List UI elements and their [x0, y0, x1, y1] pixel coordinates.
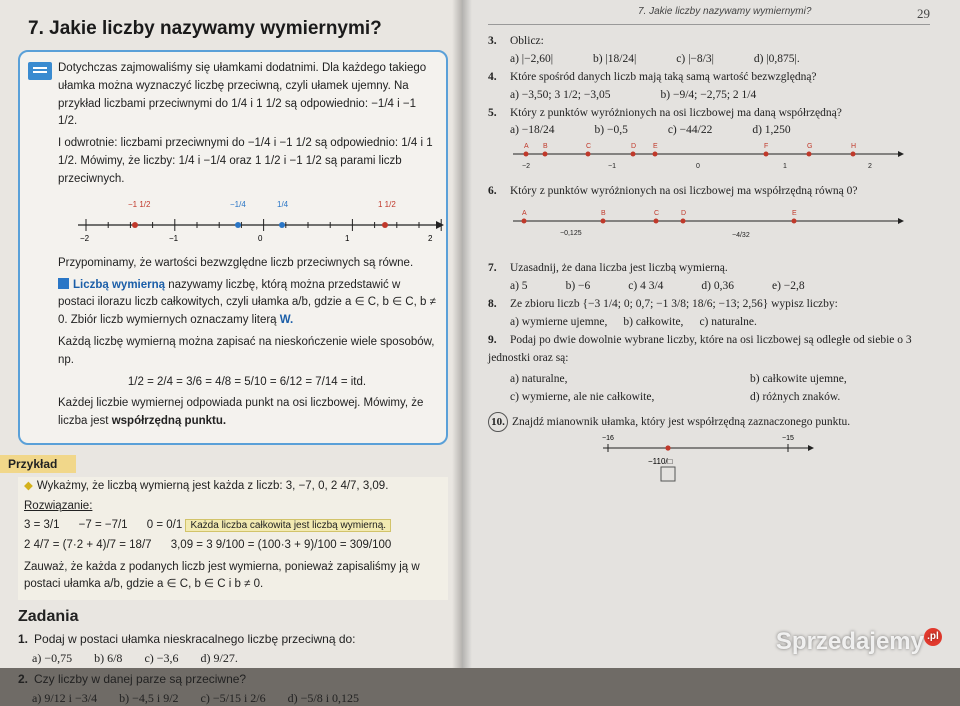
- label-F: F: [764, 143, 769, 151]
- task-text: Które spośród danych liczb mają taką samą wartość bezwzględną?: [510, 70, 817, 83]
- task-6: [488, 183, 930, 201]
- tick-label-one: 1: [783, 163, 787, 171]
- task-9-options: [488, 370, 930, 407]
- task-option: a) 9/12 i −3/4: [32, 691, 98, 706]
- tick-label-minus-15: −15: [782, 435, 794, 443]
- definition-paragraph: [58, 277, 436, 330]
- task-number: 5.: [488, 106, 497, 119]
- task-text: Oblicz:: [510, 35, 544, 47]
- label-A: A: [522, 210, 527, 218]
- theory-paragraph-6-bold: współrzędną punktu.: [111, 415, 227, 428]
- task-3: [488, 33, 930, 51]
- task-option: b) całkowite ujemne,: [750, 372, 847, 385]
- task-option: d) −5/8 i 0,125: [287, 691, 360, 706]
- task-option: e) −2,8: [772, 280, 805, 293]
- label-minus-quarter: −1/4: [230, 199, 246, 209]
- label-minus-one-and-half: −1 1/2: [128, 199, 151, 209]
- integer-note-tag: Każda liczba całkowita jest liczbą wymierną.: [185, 519, 391, 532]
- task-option: c) 4 3/4: [628, 280, 664, 293]
- task-number: 3.: [488, 35, 497, 47]
- diamond-icon: ◆: [24, 480, 33, 492]
- equivalent-fractions: 1/2 = 2/4 = 3/6 = 4/8 = 5/10 = 6/12 = 7/14 = itd.: [127, 375, 367, 388]
- tick-label-minus-0-125: −0,125: [560, 230, 582, 238]
- label-E: E: [792, 210, 797, 218]
- theory-paragraph-1: Dotychczas zajmowaliśmy się ułamkami dodatnimi. Dla każdego takiego ułamka można wyznaczyć liczbę przeciwną, czyli ułamek ujemny. Na przykład liczbami przeciwnymi do 1/4 i 1 1/2 są odpowiednio: −1/4 i −1 1/2.: [58, 62, 427, 128]
- task-option: d) różnych znaków.: [750, 390, 841, 403]
- task-option: d) 0,36: [701, 280, 734, 293]
- task-2: [18, 670, 448, 689]
- task-option: c) −5/15 i 2/6: [200, 691, 266, 706]
- point-D: [681, 219, 686, 224]
- theory-paragraph-5: Każdą liczbę wymierną można zapisać na nieskończenie wiele sposobów, np.: [58, 335, 435, 366]
- tick-label-minus-two: −2: [80, 233, 90, 243]
- definition-marker-icon: [58, 278, 69, 289]
- task-number: 8.: [488, 298, 497, 311]
- label-A: A: [524, 143, 529, 151]
- point-A: [522, 219, 527, 224]
- label-G: G: [807, 143, 813, 151]
- task-text: Czy liczby w danej parze są przeciwne?: [34, 671, 247, 686]
- tick-label-minus-4-32: −4/32: [732, 232, 750, 240]
- task-option: c) naturalne.: [699, 315, 757, 328]
- marked-point: [665, 446, 670, 451]
- number-line-task-6: [508, 203, 908, 251]
- task-option: c) −3,6: [144, 650, 179, 665]
- tick-label-minus-one: −1: [169, 233, 179, 243]
- task-option: a) −3,50; 3 1/2; −3,05: [510, 88, 611, 101]
- definition-letter: W.: [279, 314, 294, 327]
- task-option: a) |−2,60|: [510, 52, 554, 65]
- point-E: [653, 152, 658, 157]
- task-text: Uzasadnij, że dana liczba jest liczbą wymierną.: [510, 262, 728, 275]
- tick-label-two: 2: [428, 233, 433, 243]
- right-page: [462, 0, 960, 668]
- task-8: [488, 296, 930, 314]
- tick-label-zero: 0: [696, 163, 700, 171]
- theory-paragraph-6: [58, 395, 436, 431]
- task-option: d) |0,875|.: [753, 52, 800, 65]
- task-10: [488, 412, 930, 432]
- running-header: [488, 6, 930, 25]
- task-1-options: [18, 651, 448, 666]
- tick-label-minus-two: −2: [522, 163, 530, 171]
- tick-label-two: 2: [868, 163, 872, 171]
- task-option: b) całkowite,: [623, 315, 684, 328]
- solution-row-1: [24, 516, 448, 536]
- challenge-task-number: 10.: [488, 412, 508, 432]
- solution-label: Rozwiązanie:: [24, 499, 93, 512]
- task-option: a) −18/24: [510, 124, 555, 137]
- tick-label-zero: 0: [258, 233, 263, 243]
- task-number: 6.: [488, 185, 497, 198]
- task-option: b) −4,5 i 9/2: [119, 691, 179, 706]
- definition-term: Liczbą wymierną: [73, 278, 166, 291]
- label-E: E: [653, 143, 658, 151]
- task-option: a) −0,75: [32, 650, 73, 665]
- point-F: [764, 152, 769, 157]
- point-B: [543, 152, 548, 157]
- task-2-options: [18, 691, 448, 706]
- task-option: c) −44/22: [667, 124, 713, 137]
- solution-row-1-text: 3 = 3/1 −7 = −7/1 0 = 0/1: [24, 519, 183, 532]
- task-4-options: [488, 89, 930, 101]
- point-one-and-half: [382, 222, 388, 228]
- point-C: [654, 219, 659, 224]
- point-D: [631, 152, 636, 157]
- label-D: D: [681, 210, 687, 218]
- watermark: [776, 628, 942, 656]
- task-5-options: [488, 124, 930, 136]
- example-statement: [24, 477, 448, 497]
- label-B: B: [543, 143, 548, 151]
- number-line-task-5: [508, 140, 908, 174]
- task-number: 4.: [488, 70, 497, 83]
- label-D: D: [631, 143, 637, 151]
- number-line-task-10: [598, 434, 898, 486]
- task-option: a) wymierne ujemne,: [510, 315, 608, 328]
- task-text: Który z punktów wyróżnionych na osi liczbowej ma daną współrzędną?: [510, 106, 842, 119]
- task-number: 7.: [488, 262, 497, 275]
- point-A: [524, 152, 529, 157]
- watermark-text: Sprzedajemy: [775, 628, 924, 655]
- book-icon: [28, 62, 52, 80]
- task-option: d) 1,250: [752, 124, 791, 137]
- task-option: a) naturalne,: [510, 372, 568, 385]
- tick-label-minus-16: −16: [602, 435, 614, 443]
- theory-paragraph-6-text: Każdej liczbie wymiernej odpowiada punkt na osi liczbowej. Mówimy, że liczba jest: [58, 397, 424, 428]
- theory-box: [18, 50, 448, 445]
- task-text: Który z punktów wyróżnionych na osi liczbowej ma współrzędną równą 0?: [510, 185, 858, 198]
- point-G: [807, 152, 812, 157]
- tick-label-one: 1: [345, 233, 350, 243]
- unknown-fraction: −110/□: [648, 457, 673, 467]
- tick-label-minus-one: −1: [608, 163, 616, 171]
- label-one-and-half: 1 1/2: [378, 199, 396, 209]
- task-option: c) wymierne, ale nie całkowite,: [510, 390, 655, 403]
- task-option: d) 9/27.: [200, 650, 238, 665]
- example-statement-text: Wykażmy, że liczbą wymierną jest każda z liczb: 3, −7, 0, 2 4/7, 3,09.: [36, 480, 389, 492]
- solution-row-2: 2 4/7 = (7·2 + 4)/7 = 18/7 3,09 = 3 9/100 = (100·3 + 9)/100 = 309/100: [24, 538, 392, 551]
- task-3-options: [488, 53, 930, 65]
- task-number: 1.: [18, 631, 29, 646]
- point-minus-one-and-half: [132, 222, 138, 228]
- book-spine: [452, 0, 472, 668]
- point-C: [586, 152, 591, 157]
- example-note: Zauważ, że każda z podanych liczb jest wymierna, ponieważ zapisaliśmy ją w postaci ułamka a/b, gdzie a ∈ C, b ∈ C i b ≠ 0.: [24, 561, 420, 591]
- point-E: [792, 219, 797, 224]
- point-minus-quarter: [235, 222, 241, 228]
- label-C: C: [586, 143, 592, 151]
- point-H: [851, 152, 856, 157]
- task-7-options: [488, 280, 930, 292]
- point-B: [601, 219, 606, 224]
- task-8-options: [488, 316, 930, 328]
- task-text: Znajdź mianownik ułamka, który jest współrzędną zaznaczonego punktu.: [512, 416, 851, 429]
- task-4: [488, 69, 930, 87]
- task-text: Podaj po dwie dowolnie wybrane liczby, które na osi liczbowej są odległe od siebie o 3 jednostki oraz są:: [488, 333, 912, 364]
- page-number: 29: [917, 6, 930, 21]
- task-text: Podaj w postaci ułamka nieskracalnego liczbę przeciwną do:: [34, 631, 356, 646]
- task-number: 9.: [488, 333, 497, 346]
- example-header: Przykład: [0, 455, 76, 473]
- label-quarter: 1/4: [277, 199, 289, 209]
- tasks-heading: Zadania: [18, 607, 79, 625]
- task-5: [488, 105, 930, 123]
- task-option: b) 6/8: [94, 650, 123, 665]
- number-line-opposites: [58, 193, 448, 249]
- example-box: [18, 477, 448, 600]
- task-7: [488, 260, 930, 278]
- task-option: b) −6: [565, 280, 591, 293]
- task-option: b) −0,5: [594, 124, 628, 137]
- task-option: b) −9/4; −2,75; 2 1/4: [660, 88, 757, 101]
- left-page: [0, 0, 462, 706]
- task-option: a) 5: [510, 280, 528, 293]
- theory-paragraph-3: Przypominamy, że wartości bezwzględne liczb przeciwnych są równe.: [58, 256, 414, 269]
- definition-text: nazywamy liczbę, którą można przedstawić w postaci ilorazu liczb całkowitych, czyli ułamka a/b, gdzie a ∈ C, b ∈ C, b ≠ 0. Zbiór liczb wymiernych oznaczamy literą: [58, 278, 436, 327]
- task-9: [488, 332, 930, 368]
- label-B: B: [601, 210, 606, 218]
- task-number: 2.: [18, 671, 29, 686]
- answer-box[interactable]: [661, 467, 675, 481]
- watermark-dot: .pl: [924, 628, 942, 646]
- theory-paragraph-2: I odwrotnie: liczbami przeciwnymi do −1/4 i −1 1/2 są odpowiednio: 1/4 i 1 1/2. Mówimy, że liczby: 1/4 i −1/4 oraz 1 1/2 i −1 1/2 są parami liczb przeciwnych.: [58, 137, 433, 185]
- task-text: Ze zbioru liczb {−3 1/4; 0; 0,7; −1 3/8; 18/6; −13; 2,56} wypisz liczby:: [510, 298, 838, 311]
- task-option: b) |18/24|: [593, 52, 637, 65]
- task-1: [18, 630, 448, 649]
- page-title: 7. Jakie liczby nazywamy wymiernymi?: [28, 18, 382, 39]
- label-C: C: [654, 210, 660, 218]
- point-quarter: [279, 222, 285, 228]
- task-option: c) |−8/3|: [676, 52, 714, 65]
- running-header-title: 7. Jakie liczby nazywamy wymiernymi?: [638, 6, 812, 17]
- label-H: H: [851, 143, 857, 151]
